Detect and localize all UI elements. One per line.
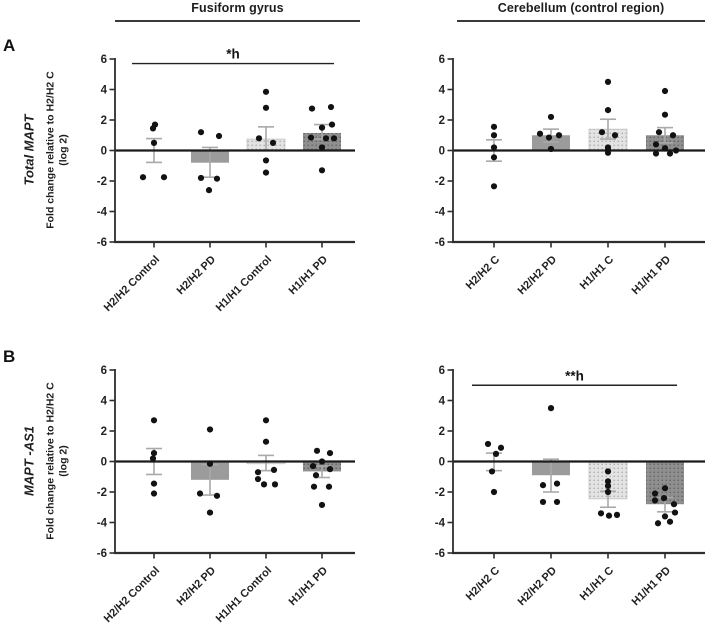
column-header-cerebellum: Cerebellum (control region) xyxy=(497,1,665,15)
data-point xyxy=(489,468,495,474)
data-point xyxy=(310,463,316,469)
data-point xyxy=(673,147,679,153)
gene-label-mapt-as1: MAPT -AS1 xyxy=(21,425,37,497)
data-point xyxy=(331,135,337,141)
y-tick-label: -6 xyxy=(96,237,107,249)
data-point xyxy=(263,439,269,445)
data-point xyxy=(207,461,213,467)
data-point xyxy=(319,125,325,131)
data-point xyxy=(198,175,204,181)
x-category-label: H2/H2 PD xyxy=(515,253,560,298)
y-tick-label: 6 xyxy=(438,54,445,66)
data-point xyxy=(653,150,659,156)
y-tick-label: -6 xyxy=(434,237,445,249)
y-tick-label: 0 xyxy=(100,456,107,469)
data-point xyxy=(151,450,157,456)
data-point xyxy=(206,187,212,193)
y-tick-label: -4 xyxy=(434,517,445,530)
significance-label: **h xyxy=(565,368,584,384)
data-point xyxy=(671,501,677,507)
y-axis-label-a-line2: (log 2) xyxy=(57,134,69,166)
gene-label-total-mapt: Total MAPT xyxy=(21,114,37,186)
data-point xyxy=(605,483,611,489)
data-point xyxy=(327,466,333,472)
y-axis-label-a-line1: Fold change relative to H2/H2 C xyxy=(44,71,57,229)
y-tick-label: -4 xyxy=(96,206,107,219)
column-header-fusiform-gyrus: Fusiform gyrus xyxy=(191,1,284,15)
y-tick-label: 2 xyxy=(438,426,445,438)
data-point xyxy=(537,131,543,137)
panel-b-label: B xyxy=(3,347,16,366)
y-tick-label: -6 xyxy=(96,548,107,560)
data-point xyxy=(491,489,497,495)
data-point xyxy=(271,467,277,473)
data-point xyxy=(150,455,156,461)
data-point xyxy=(214,176,220,182)
data-point xyxy=(207,509,213,515)
y-axis-label-b-line1: Fold change relative to H2/H2 C xyxy=(44,382,57,540)
data-point xyxy=(662,513,668,519)
data-point xyxy=(272,481,278,487)
y-tick-label: -4 xyxy=(434,206,445,219)
data-point xyxy=(548,114,554,120)
data-point xyxy=(263,157,269,163)
data-point xyxy=(548,146,554,152)
data-point xyxy=(256,135,262,141)
data-point xyxy=(661,495,667,501)
y-tick-label: -2 xyxy=(96,487,107,499)
y-tick-label: 2 xyxy=(438,115,445,127)
x-category-label: H1/H1 Control xyxy=(213,564,275,625)
data-point xyxy=(493,451,499,457)
data-point xyxy=(491,183,497,189)
data-point xyxy=(319,144,325,150)
panel-a-label: A xyxy=(3,36,16,55)
data-point xyxy=(150,125,156,131)
data-point xyxy=(656,129,662,135)
header-underline-right xyxy=(457,20,705,22)
data-point xyxy=(612,132,618,138)
data-point xyxy=(662,112,668,118)
data-point xyxy=(491,144,497,150)
y-tick-label: 2 xyxy=(100,115,107,127)
x-category-label: H1/H1 C xyxy=(577,253,617,292)
chart-mapt-as1-cerebellum xyxy=(413,351,708,639)
data-point xyxy=(485,441,491,447)
y-tick-label: 4 xyxy=(438,84,445,97)
data-point xyxy=(652,490,658,496)
x-category-label: H2/H2 PD xyxy=(174,253,219,298)
data-point xyxy=(263,417,269,423)
data-point xyxy=(214,493,220,499)
x-category-label: H2/H2 Control xyxy=(101,564,163,625)
data-point xyxy=(554,499,560,505)
chart-mapt-as1-fusiform-gyrus xyxy=(75,351,365,639)
data-point xyxy=(319,502,325,508)
x-category-label: H1/H1 Control xyxy=(213,253,275,314)
data-point xyxy=(491,124,497,130)
x-category-label: H1/H1 PD xyxy=(286,253,331,298)
data-point xyxy=(672,509,678,515)
significance-label: *h xyxy=(226,46,240,62)
data-point xyxy=(329,121,335,127)
y-axis-label-panel-b xyxy=(44,382,69,540)
y-tick-label: 6 xyxy=(100,365,107,377)
data-point xyxy=(309,105,315,111)
x-category-label: H1/H1 PD xyxy=(629,564,674,609)
data-point xyxy=(605,468,611,474)
data-point xyxy=(662,145,668,151)
data-point xyxy=(308,134,314,140)
y-tick-label: 4 xyxy=(438,395,445,408)
y-tick-label: -6 xyxy=(434,548,445,560)
data-point xyxy=(198,129,204,135)
y-tick-label: 2 xyxy=(100,426,107,438)
y-axis-label-b-line2: (log 2) xyxy=(57,445,69,477)
y-axis-label-panel-a xyxy=(44,71,69,229)
data-point xyxy=(662,88,668,94)
data-point xyxy=(556,132,562,138)
y-tick-label: 4 xyxy=(100,84,107,97)
data-point xyxy=(255,476,261,482)
data-point xyxy=(263,89,269,95)
x-category-label: H2/H2 C xyxy=(463,564,503,603)
chart-total-mapt-cerebellum xyxy=(413,40,708,335)
data-point xyxy=(662,485,668,491)
data-point xyxy=(314,448,320,454)
y-tick-label: 0 xyxy=(438,145,445,158)
data-point xyxy=(606,513,612,519)
data-point xyxy=(161,174,167,180)
header-underline-left xyxy=(115,20,360,22)
data-point xyxy=(667,519,673,525)
data-point xyxy=(655,520,661,526)
data-point xyxy=(598,510,604,516)
y-tick-label: -2 xyxy=(434,176,445,188)
data-point xyxy=(327,450,333,456)
x-category-label: H2/H2 PD xyxy=(174,564,219,609)
data-point xyxy=(151,490,157,496)
data-point xyxy=(151,481,157,487)
data-point xyxy=(546,134,552,140)
data-point xyxy=(263,105,269,111)
data-point xyxy=(140,174,146,180)
data-point xyxy=(605,79,611,85)
data-point xyxy=(491,132,497,138)
y-tick-label: -4 xyxy=(96,517,107,530)
data-point xyxy=(670,132,676,138)
data-point xyxy=(605,150,611,156)
y-tick-label: 0 xyxy=(100,145,107,158)
data-point xyxy=(491,154,497,160)
data-point xyxy=(151,417,157,423)
data-point xyxy=(328,104,334,110)
x-category-label: H2/H2 PD xyxy=(515,564,560,609)
data-point xyxy=(326,484,332,490)
x-category-label: H1/H1 PD xyxy=(629,253,674,298)
data-point xyxy=(263,170,269,176)
data-point xyxy=(261,481,267,487)
data-point xyxy=(498,445,504,451)
data-point xyxy=(151,140,157,146)
y-tick-label: 6 xyxy=(438,365,445,377)
data-point xyxy=(319,458,325,464)
y-tick-label: -2 xyxy=(96,176,107,188)
data-point xyxy=(653,141,659,147)
x-category-label: H1/H1 C xyxy=(577,564,617,603)
y-tick-label: 0 xyxy=(438,456,445,469)
data-point xyxy=(319,167,325,173)
data-point xyxy=(540,482,546,488)
data-point xyxy=(216,133,222,139)
data-point xyxy=(311,484,317,490)
y-tick-label: 4 xyxy=(100,395,107,408)
data-point xyxy=(548,405,554,411)
x-category-label: H2/H2 C xyxy=(463,253,503,292)
data-point xyxy=(554,481,560,487)
y-tick-label: -2 xyxy=(434,487,445,499)
x-category-label: H1/H1 PD xyxy=(286,564,331,609)
data-point xyxy=(599,129,605,135)
data-point xyxy=(605,489,611,495)
y-tick-label: 6 xyxy=(100,54,107,66)
data-point xyxy=(540,499,546,505)
data-point xyxy=(313,472,319,478)
data-point xyxy=(255,469,261,475)
x-category-label: H2/H2 Control xyxy=(101,253,163,314)
chart-total-mapt-fusiform-gyrus xyxy=(75,40,365,335)
data-point xyxy=(652,497,658,503)
data-point xyxy=(323,135,329,141)
data-point xyxy=(197,490,203,496)
data-point xyxy=(614,512,620,518)
data-point xyxy=(605,107,611,113)
data-point xyxy=(667,150,673,156)
data-point xyxy=(207,426,213,432)
data-point xyxy=(270,140,276,146)
